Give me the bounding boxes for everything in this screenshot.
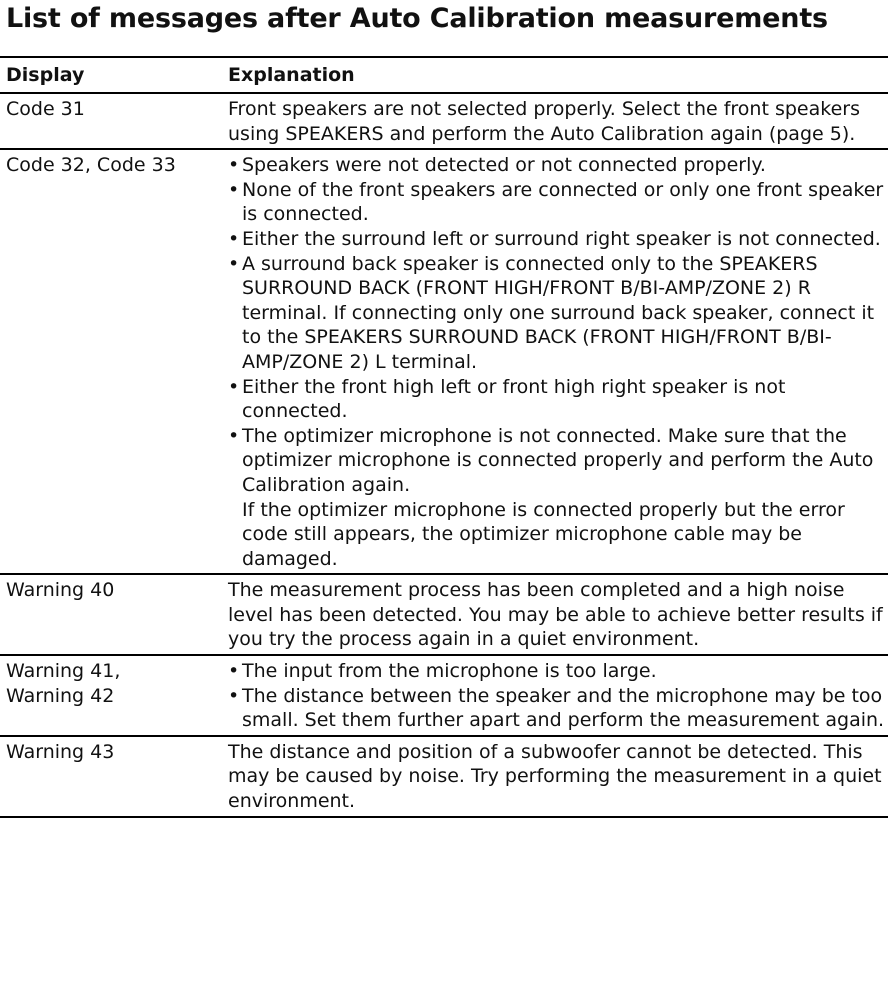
table-row bbox=[0, 574, 888, 655]
explanation-cell: The distance and position of a subwoofer cannot be detected. This may be caused by noise. Try performing the measurement in a quiet environment. bbox=[222, 736, 888, 817]
explanation-cell bbox=[222, 149, 888, 574]
display-cell bbox=[0, 655, 222, 736]
table-row bbox=[0, 736, 888, 817]
table-header-row bbox=[0, 57, 888, 93]
list-item: • The input from the microphone is too large. bbox=[228, 660, 657, 683]
messages-table bbox=[0, 56, 888, 818]
explanation-cell: The measurement process has been completed and a high noise level has been detected. You may be able to achieve better results if you try the process again in a quiet environment. bbox=[222, 574, 888, 655]
list-item: • Either the front high left or front high right speaker is not connected. bbox=[228, 375, 786, 423]
list-item: • Speakers were not detected or not connected properly. bbox=[228, 154, 766, 177]
header-explanation: Explanation bbox=[222, 57, 888, 93]
header-display: Display bbox=[0, 57, 222, 93]
table-row bbox=[0, 93, 888, 149]
page-title: List of messages after Auto Calibration measurements bbox=[6, 3, 828, 34]
table-row bbox=[0, 655, 888, 736]
display-line: Warning 42 bbox=[6, 684, 115, 707]
bullet-note: If the optimizer microphone is connected properly but the error code still appears, the optimizer microphone cable may be damaged. bbox=[242, 498, 845, 570]
display-cell: Code 32, Code 33 bbox=[0, 149, 222, 574]
bullet-list bbox=[228, 153, 888, 571]
bullet-list bbox=[228, 659, 888, 733]
list-item: • A surround back speaker is connected only to the SPEAKERS SURROUND BACK (FRONT HIGH/FRONT B/BI-AMP/ZONE 2) R terminal. If connecting only one surround back speaker, connect it to the SPEAKERS SURROUND BACK (FRONT HIGH/FRONT B/BI-AMP/ZONE 2) L terminal. bbox=[228, 252, 875, 373]
display-cell: Warning 43 bbox=[0, 736, 222, 817]
display-line: Warning 41, bbox=[6, 660, 121, 683]
table-row bbox=[0, 149, 888, 574]
list-item: • Either the surround left or surround right speaker is not connected. bbox=[228, 227, 881, 250]
explanation-cell bbox=[222, 655, 888, 736]
list-item: • The optimizer microphone is not connected. Make sure that the optimizer microphone is connected properly and perform the Auto Calibration again. If the optimizer microphone is connected properly but the error code still appears, the optimizer microphone cable may be damaged. bbox=[228, 424, 888, 572]
list-item: • None of the front speakers are connected or only one front speaker is connected. bbox=[228, 178, 884, 226]
display-cell: Warning 40 bbox=[0, 574, 222, 655]
explanation-cell: Front speakers are not selected properly. Select the front speakers using SPEAKERS and perform the Auto Calibration again (page 5). bbox=[222, 93, 888, 149]
display-cell: Code 31 bbox=[0, 93, 222, 149]
list-item: • The distance between the speaker and the microphone may be too small. Set them further apart and perform the measurement again. bbox=[228, 684, 885, 732]
